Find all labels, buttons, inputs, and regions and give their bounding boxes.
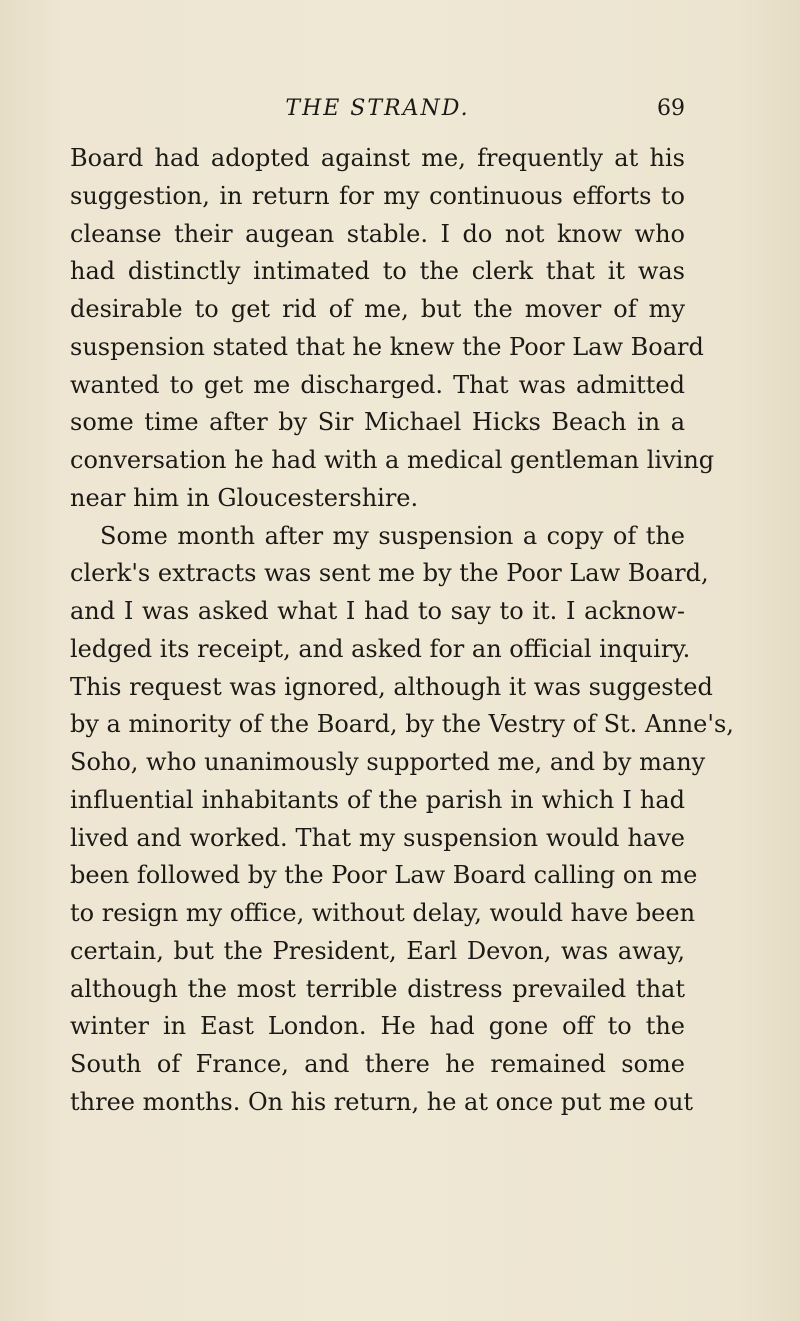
text-line: by a minority of the Board, by the Vestry of St. Anne's, (70, 710, 734, 739)
text-line: winter in East London. He had gone off to the (70, 1012, 685, 1041)
text-line: South of France, and there he remained some (70, 1050, 685, 1078)
text-line: Soho, who unanimously supported me, and by many (70, 748, 706, 776)
page-number: 69 (657, 96, 685, 121)
text-line: suspension stated that he knew the Poor Law Board (70, 332, 704, 361)
text-line: suggestion, in return for my continuous efforts to (70, 181, 685, 210)
text-line: Board had adopted against me, frequently at his (70, 144, 685, 172)
text-line: although the most terrible distress prevailed that (70, 974, 685, 1003)
text-line: This request was ignored, although it was suggested (70, 672, 713, 701)
body-text (70, 140, 734, 1122)
text-line: lived and worked. That my suspension would have (70, 823, 685, 852)
text-line: wanted to get me discharged. That was admitted (70, 370, 685, 399)
text-line: cleanse their augean stable. I do not know who (70, 219, 685, 248)
text-line: to resign my office, without delay, would have been (70, 899, 696, 927)
text-line: some time after by Sir Michael Hicks Beach in a (70, 408, 685, 437)
text-line: Some month after my suspension a copy of the (100, 521, 685, 550)
text-line: been followed by the Poor Law Board calling on me (70, 861, 698, 890)
running-title: THE STRAND. (285, 96, 470, 121)
text-line: near him in Gloucestershire. (70, 483, 419, 512)
text-line: desirable to get rid of me, but the mover of my (70, 295, 685, 323)
text-line: conversation he had with a medical gentleman living (70, 446, 715, 474)
text-line: ledged its receipt, and asked for an official inquiry. (70, 634, 691, 663)
text-line: three months. On his return, he at once put me out (70, 1087, 694, 1116)
text-line: influential inhabitants of the parish in which I had (70, 785, 685, 814)
text-line: clerk's extracts was sent me by the Poor Law Board, (70, 559, 709, 588)
text-line: had distinctly intimated to the clerk that it was (70, 257, 685, 286)
text-line: and I was asked what I had to say to it. I acknow- (70, 597, 685, 625)
running-head (70, 94, 685, 124)
text-line: certain, but the President, Earl Devon, was away, (70, 936, 685, 965)
